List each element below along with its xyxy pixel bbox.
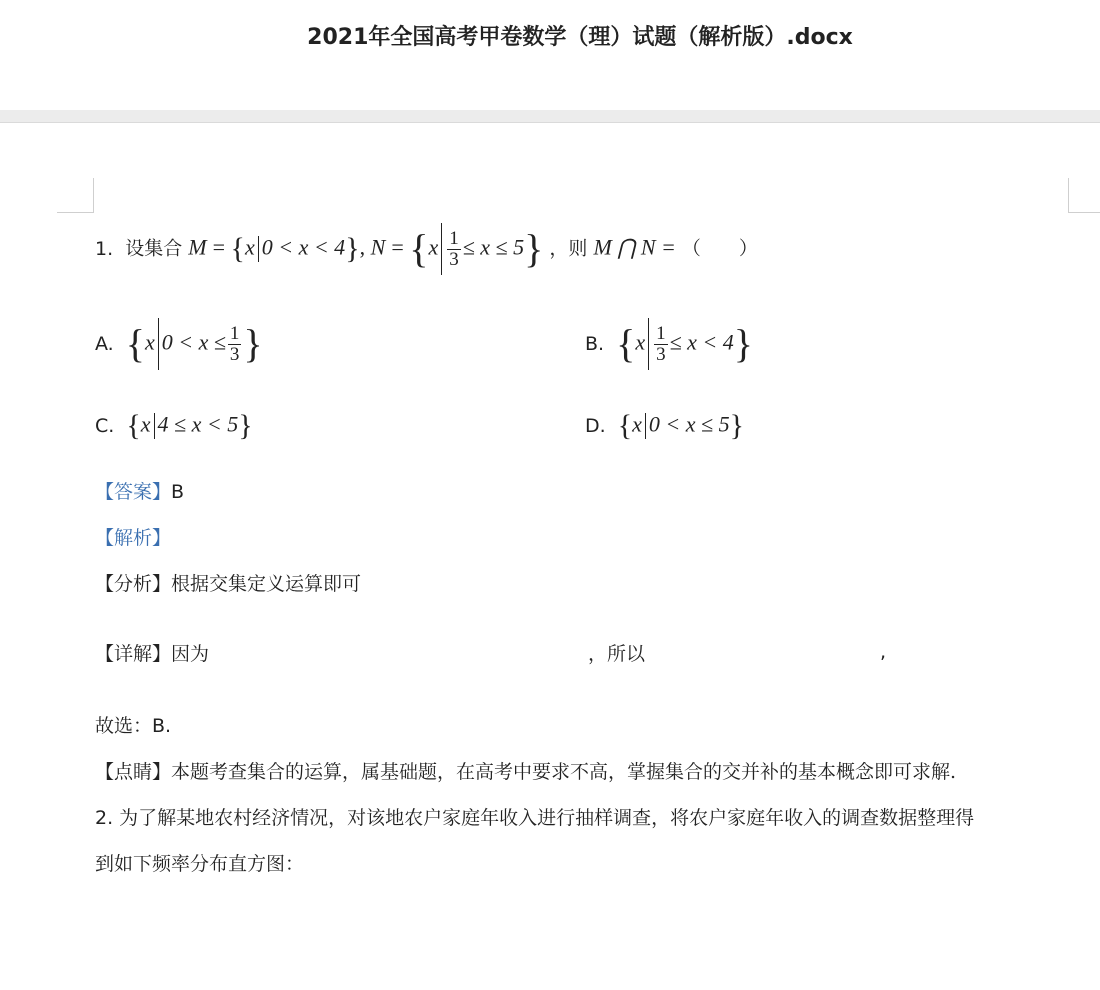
q1-intersection: M ⋂ N =	[593, 234, 676, 260]
set-n-condition: ≤ x ≤ 5	[462, 234, 525, 260]
dianjing-tag: 【点睛】	[95, 761, 172, 783]
option-a-label: A.	[95, 332, 114, 355]
analysis-tag: 【解析】	[95, 527, 172, 549]
q1-xiangjie-comma: ,	[880, 641, 887, 663]
option-d-condition: 0 < x ≤ 5	[648, 411, 730, 437]
q1-xiangjie-so: ，所以	[588, 643, 646, 665]
option-b-condition: ≤ x < 4	[669, 329, 734, 355]
document-title: 2021年全国高考甲卷数学（理）试题（解析版）.docx	[307, 25, 853, 50]
set-n-fraction: $\frac{1}{3}$	[449, 227, 459, 270]
q1-analysis	[95, 523, 171, 550]
q1-then: ，则	[549, 237, 588, 260]
set-m-symbol: M	[188, 234, 207, 260]
option-d-label: D.	[585, 414, 606, 437]
q1-answer	[95, 477, 184, 504]
q2-text-1: 为了解某地农村经济情况，对该地农户家庭年收入进行抽样调查，将农户家庭年收入的调查数据整理得	[119, 807, 975, 829]
q2-line-1	[95, 803, 974, 830]
q1-option-a: A. {x 0 < x ≤ $\frac{1}{3}$ }	[95, 318, 263, 370]
option-b-label: B.	[585, 332, 605, 355]
q1-option-c: C. {x 4 ≤ x < 5}	[95, 409, 253, 442]
q2-text-2: 到如下频率分布直方图：	[95, 853, 305, 875]
q1-xiangjie	[95, 639, 209, 666]
q1-number: 1.	[95, 237, 114, 260]
xiangjie-because: 因为	[171, 643, 210, 665]
crop-mark-top-right	[1068, 178, 1100, 213]
option-b-fraction: $\frac{1}{3}$	[656, 322, 666, 365]
option-a-condition: 0 < x ≤	[161, 329, 226, 355]
q1-option-b: B. {x $\frac{1}{3}$ ≤ x < 4}	[585, 318, 753, 370]
choose-value: B.	[152, 715, 172, 737]
option-c-label: C.	[95, 414, 115, 437]
q1-stem: 1. 设集合 M = {x 0 < x < 4}, N = {x $\frac{1}{3}$ ≤ x ≤ 5} ，则 M ⋂ N = （ ）	[95, 223, 758, 275]
xiangjie-tag: 【详解】	[95, 643, 172, 665]
choose-label: 故选：	[95, 715, 153, 737]
set-m-condition: 0 < x < 4	[261, 234, 346, 260]
q1-blank: （ ）	[681, 237, 758, 260]
fenxi-tag: 【分析】	[95, 573, 172, 595]
answer-tag: 【答案】	[95, 481, 172, 503]
q1-dianjing	[95, 757, 956, 784]
option-a-fraction: $\frac{1}{3}$	[229, 322, 240, 365]
q2-line-2	[95, 849, 304, 876]
answer-value: B	[171, 481, 185, 503]
dianjing-text: 本题考查集合的运算，属基础题，在高考中要求不高，掌握集合的交并补的基本概念即可求解.	[171, 761, 957, 783]
q1-choose	[95, 711, 171, 738]
q2-number: 2.	[95, 807, 114, 829]
q1-stem-prefix: 设集合	[125, 237, 183, 260]
option-c-condition: 4 ≤ x < 5	[157, 411, 239, 437]
q1-fenxi	[95, 569, 361, 596]
fenxi-text: 根据交集定义运算即可	[171, 573, 362, 595]
crop-mark-top-left	[57, 178, 94, 213]
document-page	[0, 123, 1100, 990]
set-n-symbol: N	[370, 234, 386, 260]
q1-option-d: D. {x 0 < x ≤ 5}	[585, 409, 744, 442]
document-title-bar	[0, 0, 1100, 110]
page-gutter	[0, 110, 1100, 123]
